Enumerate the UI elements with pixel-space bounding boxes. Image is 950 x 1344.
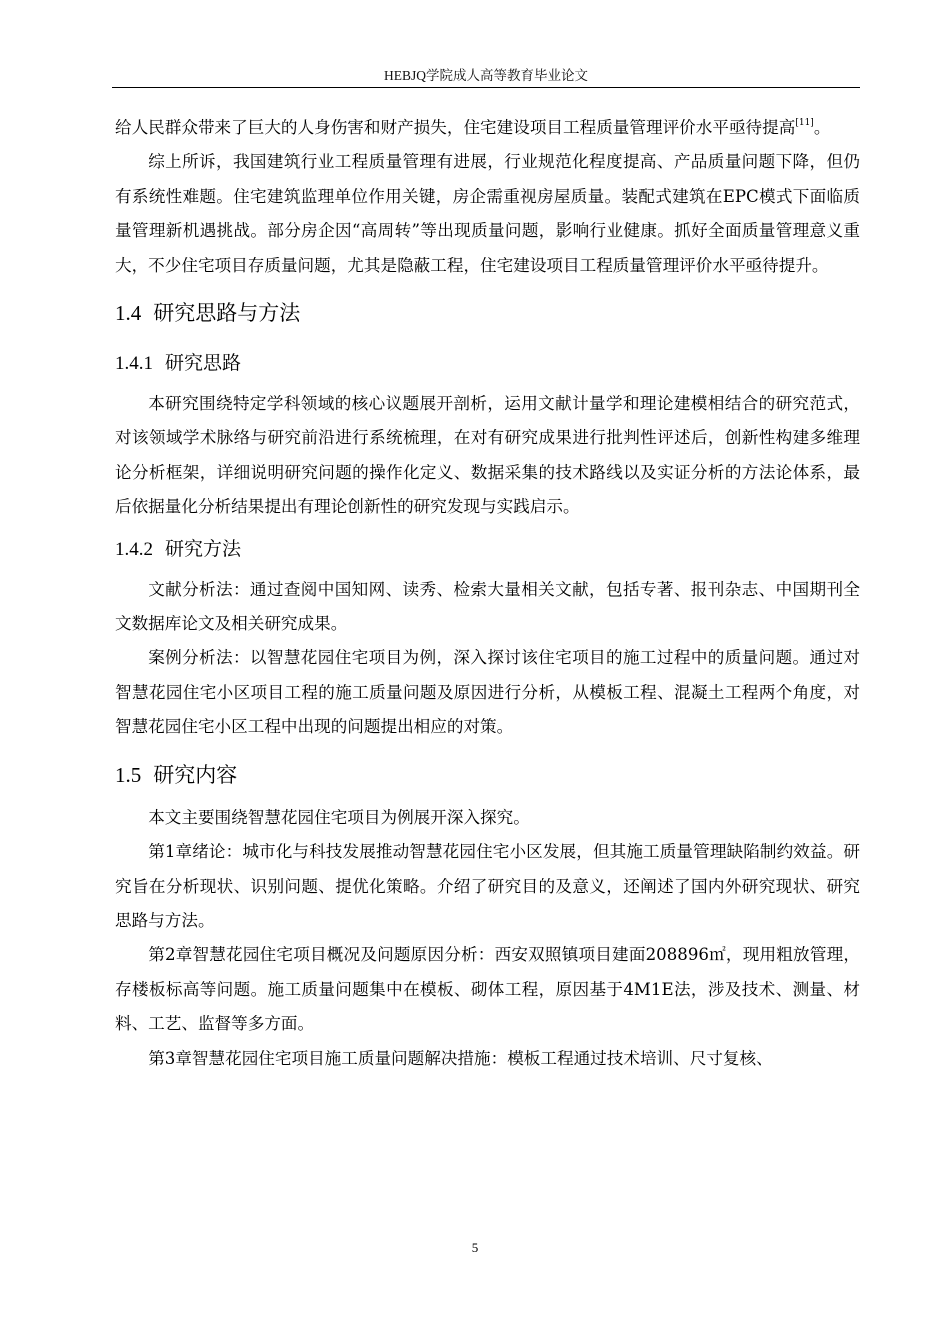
page-number: 5: [471, 1240, 479, 1255]
paragraph: 本文主要围绕智慧花园住宅项目为例展开深入探究。: [148, 807, 530, 827]
subsection-title: 研究思路: [165, 352, 242, 375]
paragraph-tail: 。: [813, 118, 831, 137]
paragraph: 第3章智慧花园住宅项目施工质量问题解决措施：模板工程通过技术培训、尺寸复核、: [148, 1048, 773, 1068]
paragraph: 第2章智慧花园住宅项目概况及问题原因分析：西安双照镇项目建面208896㎡，现用粗放管理，存楼板标高等问题。施工质量问题集中在模板、砌体工程，原因基于4M1E法，涉及技术、测量、材料、工艺、监督等多方面。: [115, 945, 860, 1034]
header-divider: [112, 87, 860, 88]
running-header: HEBJQ学院成人高等教育毕业论文: [383, 68, 588, 83]
subsection-number: 1.4.1: [115, 353, 153, 375]
paragraph: 本研究围绕特定学科领域的核心议题展开剖析，运用文献计量学和理论建模相结合的研究范式，对该领域学术脉络与研究前沿进行系统梳理，在对有研究成果进行批判性评述后，创新性构建多维理论分析框架，详细说明研究问题的操作化定义、数据采集的技术路线以及实证分析的方法论体系，最后依据量化分析结果提出有理论创新性的研究发现与实践启示。: [115, 394, 860, 517]
section-heading-1-5: [115, 745, 860, 801]
section-number: 1.5: [115, 762, 142, 787]
section-title: 研究内容: [153, 762, 238, 787]
paragraph-continued: [115, 111, 860, 145]
paragraph-text: 给人民群众带来了巨大的人身伤害和财产损失，住宅建设项目工程质量管理评价水平亟待提高: [115, 118, 796, 137]
subsection-number: 1.4.2: [115, 538, 153, 560]
subsection-heading-1-4-1: [115, 339, 860, 387]
section-number: 1.4: [115, 301, 142, 326]
subsection-heading-1-4-2: [115, 525, 860, 573]
section-heading-1-4: [115, 283, 860, 339]
page-body: [115, 111, 860, 1076]
section-title: 研究思路与方法: [153, 301, 301, 326]
citation-ref: [11]: [795, 118, 814, 128]
paragraph: 第1章绪论：城市化与科技发展推动智慧花园住宅小区发展，但其施工质量管理缺陷制约效益。研究旨在分析现状、识别问题、提优化策略。介绍了研究目的及意义，还阐述了国内外研究现状、研究思路与方法。: [115, 842, 860, 930]
paragraph: 案例分析法：以智慧花园住宅项目为例，深入探讨该住宅项目的施工过程中的质量问题。通过对智慧花园住宅小区项目工程的施工质量问题及原因进行分析，从模板工程、混凝土工程两个角度，对智慧花园住宅小区工程中出现的问题提出相应的对策。: [115, 648, 860, 737]
subsection-title: 研究方法: [165, 537, 242, 560]
paragraph: 文献分析法：通过查阅中国知网、读秀、检索大量相关文献，包括专著、报刊杂志、中国期刊全文数据库论文及相关研究成果。: [115, 579, 860, 634]
paragraph: 综上所诉，我国建筑行业工程质量管理有进展，行业规范化程度提高、产品质量问题下降，但仍有系统性难题。住宅建筑监理单位作用关键，房企需重视房屋质量。装配式建筑在EPC模式下面临质量管理新机遇挑战。部分房企因“高周转”等出现质量问题，影响行业健康。抓好全面质量管理意义重大，不少住宅项目存质量问题，尤其是隐蔽工程，住宅建设项目工程质量管理评价水平亟待提升。: [115, 152, 860, 275]
